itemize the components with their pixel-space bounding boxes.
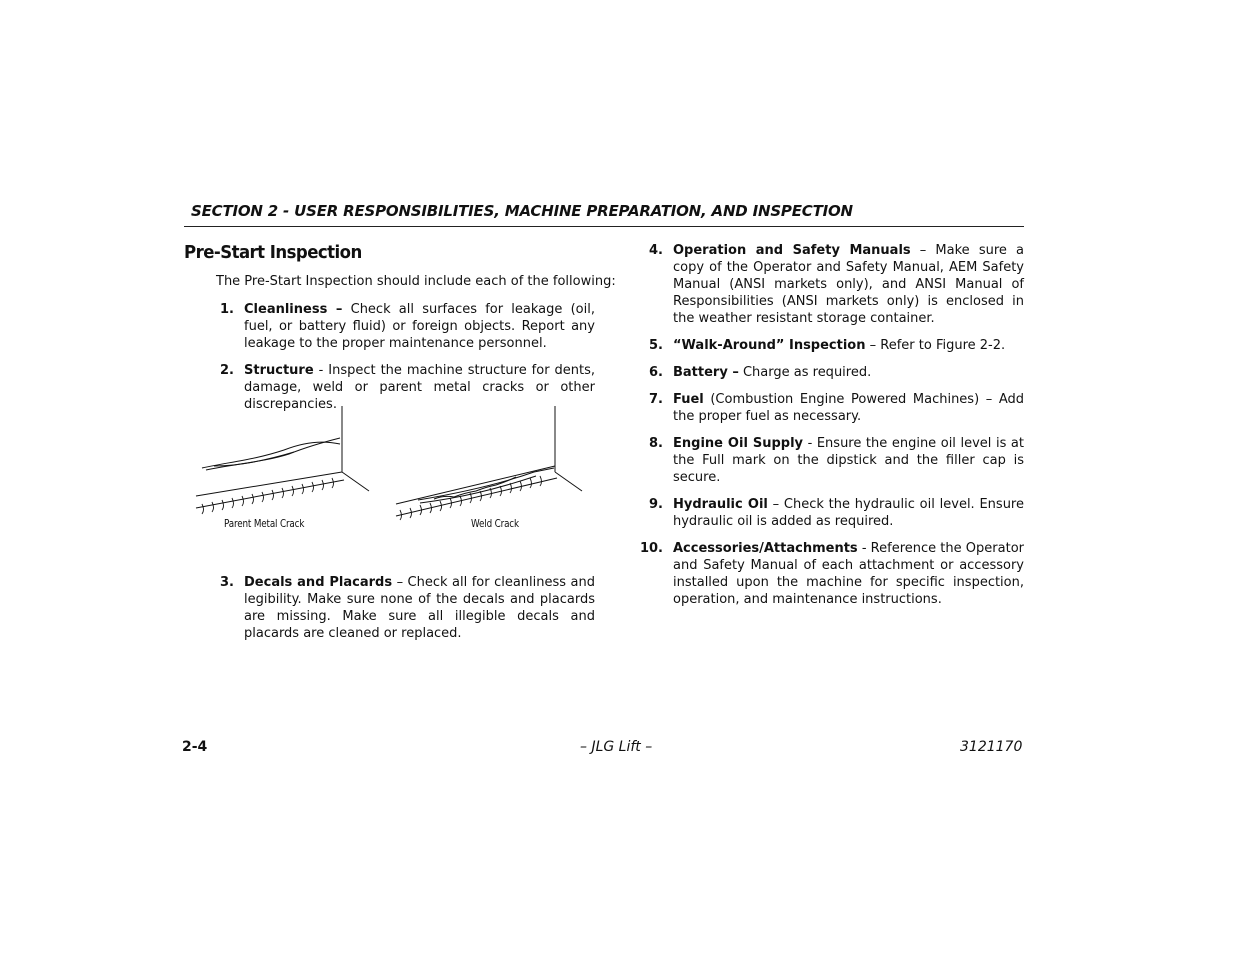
- item-term: Structure: [244, 363, 314, 378]
- footer-page-number: 2-4: [182, 739, 208, 755]
- right-column: [635, 242, 1024, 618]
- item-number: 4.: [649, 243, 663, 258]
- item-text: – Check the hydraulic oil level. Ensure hydraulic oil is added as required.: [673, 497, 1024, 529]
- intro-text: The Pre-Start Inspection should include each of the following:: [216, 274, 616, 289]
- item-term: “Walk-Around” Inspection: [673, 338, 866, 353]
- footer-doc-number: 3121170: [960, 739, 1023, 755]
- item-term: Engine Oil Supply: [673, 436, 804, 451]
- page-title: Pre-Start Inspection: [184, 242, 362, 263]
- item-number: 9.: [649, 497, 663, 512]
- item-text: (Combustion Engine Powered Machines) – Add the proper fuel as necessary.: [673, 392, 1024, 424]
- item-text: Check all surfaces for leakage (oil, fuel, or battery fluid) or foreign objects. Report any leakage to the proper maintenance personnel.: [244, 302, 595, 351]
- item-text: – Check all for cleanliness and legibility. Make sure none of the decals and placards are missing. Make sure all illegible decals and placards are cleaned or replaced.: [244, 575, 595, 641]
- item-number: 3.: [220, 575, 234, 590]
- item-term: Hydraulic Oil: [673, 497, 768, 512]
- item-term: Battery –: [673, 365, 739, 380]
- list-item: [635, 391, 1024, 425]
- list-item: [212, 574, 595, 642]
- list-item: [635, 496, 1024, 530]
- item-text: – Refer to Figure 2-2.: [865, 338, 1006, 353]
- item-text: Charge as required.: [738, 365, 872, 380]
- list-item: [635, 364, 1024, 381]
- list-item: [635, 435, 1024, 486]
- item-number: 10.: [639, 541, 663, 556]
- item-number: 2.: [220, 363, 234, 378]
- item-number: 6.: [649, 365, 663, 380]
- list-item: [635, 337, 1024, 354]
- item-number: 5.: [649, 338, 663, 353]
- footer-publisher: – JLG Lift –: [580, 739, 653, 755]
- item-term: Fuel: [673, 392, 704, 407]
- item-text: - Inspect the machine structure for dents, damage, weld or parent metal cracks or other discrepancies.: [244, 363, 595, 412]
- item-number: 8.: [649, 436, 663, 451]
- figure-label-weld-crack: Weld Crack: [471, 517, 519, 530]
- item-term: Accessories/Attachments: [673, 541, 858, 556]
- figure-label-parent-metal-crack: Parent Metal Crack: [224, 517, 305, 530]
- item-term: Decals and Placards: [244, 575, 393, 590]
- item-number: 1.: [220, 302, 234, 317]
- list-item: [635, 540, 1024, 608]
- header-rule: [184, 226, 1024, 227]
- item-term: Cleanliness –: [244, 302, 343, 317]
- section-header: SECTION 2 - USER RESPONSIBILITIES, MACHINE PREPARATION, AND INSPECTION: [191, 202, 853, 220]
- item-term: Operation and Safety Manuals: [673, 243, 911, 258]
- item-text: – Make sure a copy of the Operator and Safety Manual, AEM Safety Manual (ANSI markets only), and ANSI Manual of Responsibilities (ANSI markets only) is enclosed in the weather resistant storage container.: [673, 243, 1024, 326]
- crack-figure: [194, 404, 594, 539]
- item-text: - Reference the Operator and Safety Manual of each attachment or accessory installed upon the machine for specific inspection, operation, and maintenance instructions.: [673, 541, 1024, 607]
- list-item: [635, 242, 1024, 327]
- list-item: [212, 301, 595, 352]
- item-text: - Ensure the engine oil level is at the Full mark on the dipstick and the filler cap is secure.: [673, 436, 1024, 485]
- item-number: 7.: [649, 392, 663, 407]
